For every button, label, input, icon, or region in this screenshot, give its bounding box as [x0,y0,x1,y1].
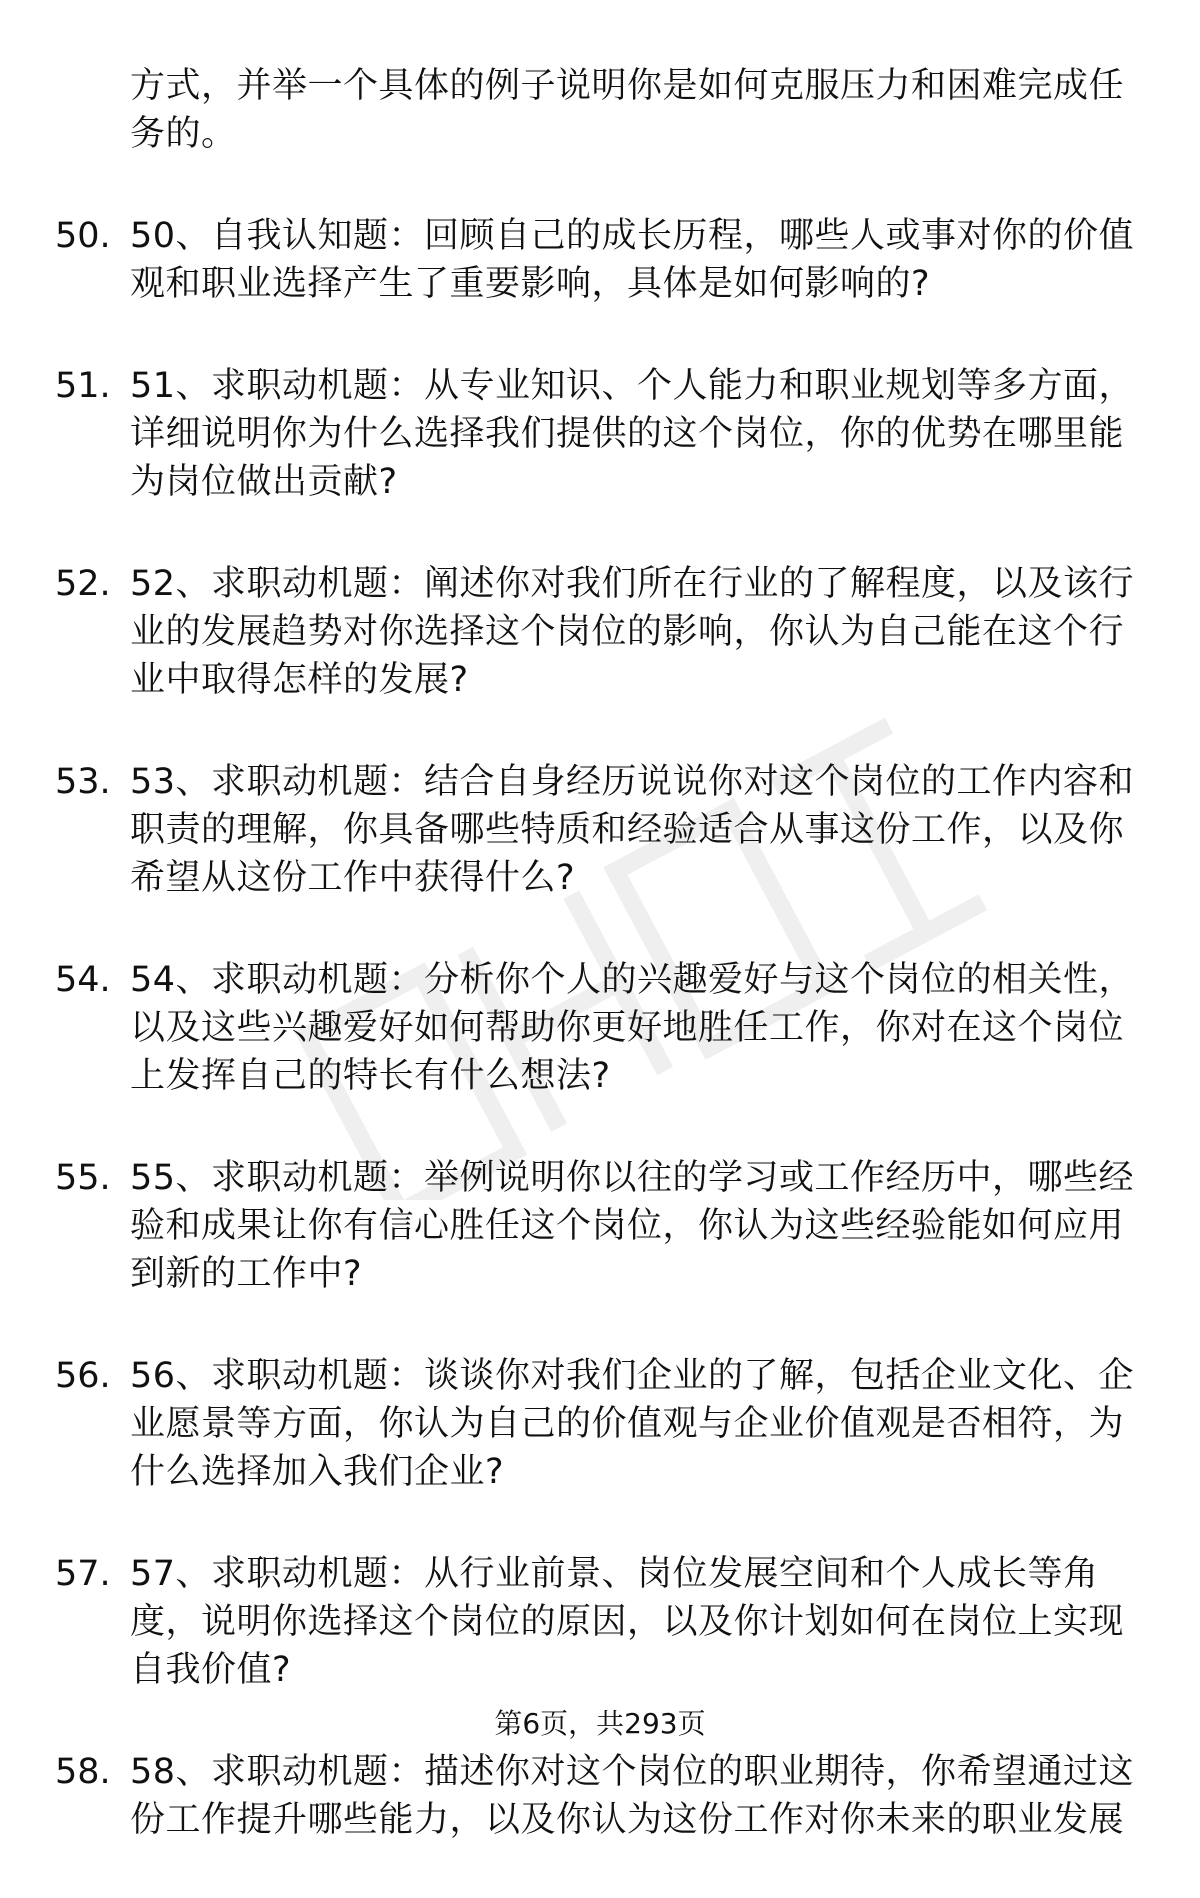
question-text: 52、求职动机题：阐述你对我们所在行业的了解程度，以及该行业的发展趋势对你选择这个岗位的影响，你认为自己能在这个行业中取得怎样的发展? [130,564,1135,700]
question-text: 50、自我认知题：回顾自己的成长历程，哪些人或事对你的价值观和职业选择产生了重要影响，具体是如何影响的? [130,216,1135,304]
list-item [0,1748,1200,1844]
question-number: 58. [55,1752,111,1792]
list-item [0,956,1200,1100]
list-item [0,1352,1200,1496]
question-text: 51、求职动机题：从专业知识、个人能力和职业规划等多方面，详细说明你为什么选择我们提供的这个岗位，你的优势在哪里能为岗位做出贡献? [130,366,1135,502]
question-number: 55. [55,1158,111,1198]
list-item [0,212,1200,308]
page-number-footer: 第6页，共293页 [494,1707,706,1740]
question-number: 57. [55,1554,111,1594]
list-item [0,1154,1200,1298]
question-number: 54. [55,960,111,1000]
question-text: 57、求职动机题：从行业前景、岗位发展空间和个人成长等角度，说明你选择这个岗位的原因，以及你计划如何在岗位上实现自我价值? [130,1554,1125,1690]
question-text: 54、求职动机题：分析你个人的兴趣爱好与这个岗位的相关性，以及这些兴趣爱好如何帮助你更好地胜任工作，你对在这个岗位上发挥自己的特长有什么想法? [130,960,1135,1096]
question-text: 56、求职动机题：谈谈你对我们企业的了解，包括企业文化、企业愿景等方面，你认为自己的价值观与企业价值观是否相符，为什么选择加入我们企业? [130,1356,1135,1492]
question-number: 56. [55,1356,111,1396]
list-item [0,758,1200,902]
question-text: 53、求职动机题：结合自身经历说说你对这个岗位的工作内容和职责的理解，你具备哪些特质和经验适合从事这份工作，以及你希望从这份工作中获得什么? [130,762,1135,898]
continuation-text: 方式，并举一个具体的例子说明你是如何克服压力和困难完成任务的。 [130,66,1125,154]
question-number: 51. [55,366,111,406]
question-number: 52. [55,564,111,604]
list-item [0,560,1200,704]
question-number: 53. [55,762,111,802]
question-list [0,62,1200,1898]
list-item [0,1550,1200,1694]
question-text: 55、求职动机题：举例说明你以往的学习或工作经历中，哪些经验和成果让你有信心胜任这个岗位，你认为这些经验能如何应用到新的工作中? [130,1158,1135,1294]
question-number: 50. [55,216,111,256]
list-item [0,362,1200,506]
question-text: 58、求职动机题：描述你对这个岗位的职业期待，你希望通过这份工作提升哪些能力，以及你认为这份工作对你未来的职业发展 [130,1752,1135,1840]
